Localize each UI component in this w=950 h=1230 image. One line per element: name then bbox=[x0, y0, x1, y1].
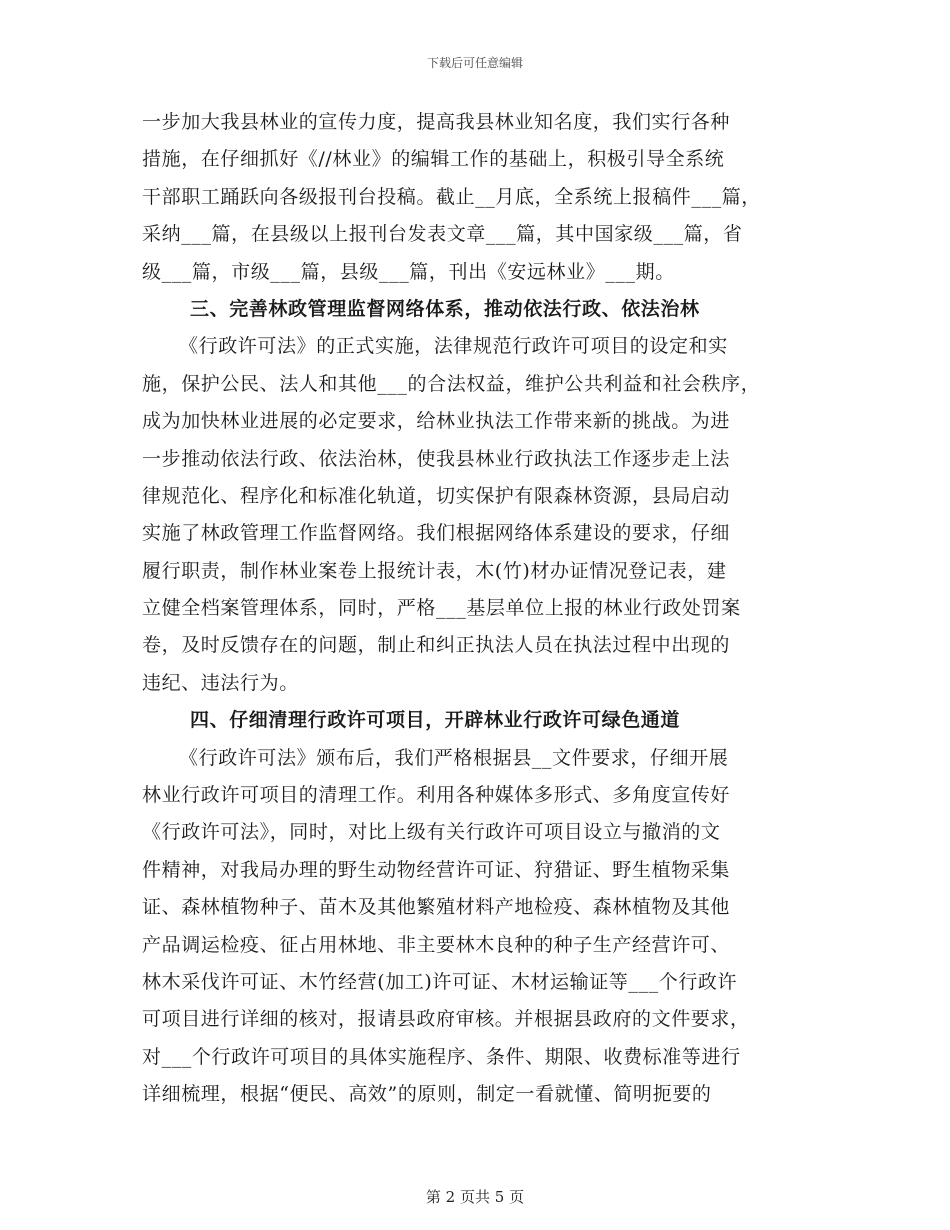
text-line: 违纪、违法行为。 bbox=[142, 671, 299, 694]
text-line: 采纳___篇，在县级以上报刊台发表文章___篇，其中国家级___篇，省 bbox=[142, 223, 743, 246]
text-line: 一步推动依法行政、依法治林，使我县林业行政执法工作逐步走上法 bbox=[142, 447, 731, 470]
page-header: 下载后可任意编辑 bbox=[426, 56, 523, 70]
section-heading-3: 三、完善林政管理监督网络体系，推动依法行政、依法治林 bbox=[190, 297, 700, 320]
text-line: 施，保护公民、法人和其他___的合法权益，维护公共利益和社会秩序， bbox=[142, 372, 761, 395]
text-line: 林业行政许可项目的清理工作。利用各种媒体多形式、多角度宣传好 bbox=[142, 784, 731, 807]
text-line: 级___篇，市级___篇，县级___篇，刊出《安远林业》___期。 bbox=[142, 260, 675, 283]
text-line: 卷，及时反馈存在的问题，制止和纠正执法人员在执法过程中出现的 bbox=[142, 634, 731, 657]
text-line: 履行职责，制作林业案卷上报统计表，木(竹)材办证情况登记表，建 bbox=[142, 559, 727, 582]
text-line: 对___个行政许可项目的具体实施程序、条件、期限、收费标准等进行 bbox=[142, 1045, 741, 1068]
text-line: 产品调运检疫、征占用林地、非主要林木良种的种子生产经营许可、 bbox=[142, 933, 731, 956]
text-line: 立健全档案管理体系，同时，严格___基层单位上报的林业行政处罚案 bbox=[142, 597, 741, 620]
text-line: 律规范化、程序化和标准化轨道，切实保护有限森林资源，县局启动 bbox=[142, 484, 731, 507]
text-line: 林木采伐许可证、木竹经营(加工)许可证、木材运输证等___个行政许 bbox=[142, 970, 738, 993]
text-line: 措施，在仔细抓好《//林业》的编辑工作的基础上，积极引导全系统 bbox=[142, 148, 725, 171]
paragraph-first-line: 《行政许可法》的正式实施，法律规范行政许可项目的设定和实 bbox=[179, 335, 728, 358]
text-line: 证、森林植物种子、苗木及其他繁殖材料产地检疫、森林植物及其他 bbox=[142, 896, 731, 919]
document-body bbox=[142, 104, 814, 1114]
text-line: 详细梳理，根据“便民、高效”的原则，制定一看就懂、简明扼要的 bbox=[142, 1083, 712, 1106]
page-footer: 第 2 页共 5 页 bbox=[425, 1188, 525, 1206]
text-line: 实施了林政管理工作监督网络。我们根据网络体系建设的要求，仔细 bbox=[142, 522, 731, 545]
text-line: 成为加快林业进展的必定要求，给林业执法工作带来新的挑战。为进 bbox=[142, 410, 731, 433]
text-line: 干部职工踊跃向各级报刊台投稿。截止__月底，全系统上报稿件___篇， bbox=[142, 185, 761, 208]
text-line: 《行政许可法》，同时，对比上级有关行政许可项目设立与撤消的文 bbox=[142, 821, 721, 844]
section-heading-4: 四、仔细清理行政许可项目，开辟林业行政许可绿色通道 bbox=[190, 709, 681, 732]
text-line: 件精神，对我局办理的野生动物经营许可证、狩猎证、野生植物采集 bbox=[142, 858, 731, 881]
text-line: 一步加大我县林业的宣传力度，提高我县林业知名度，我们实行各种 bbox=[142, 111, 731, 133]
text-line: 可项目进行详细的核对，报请县政府审核。并根据县政府的文件要求， bbox=[142, 1008, 750, 1031]
paragraph-first-line: 《行政许可法》颁布后，我们严格根据县__文件要求，仔细开展 bbox=[179, 746, 729, 769]
